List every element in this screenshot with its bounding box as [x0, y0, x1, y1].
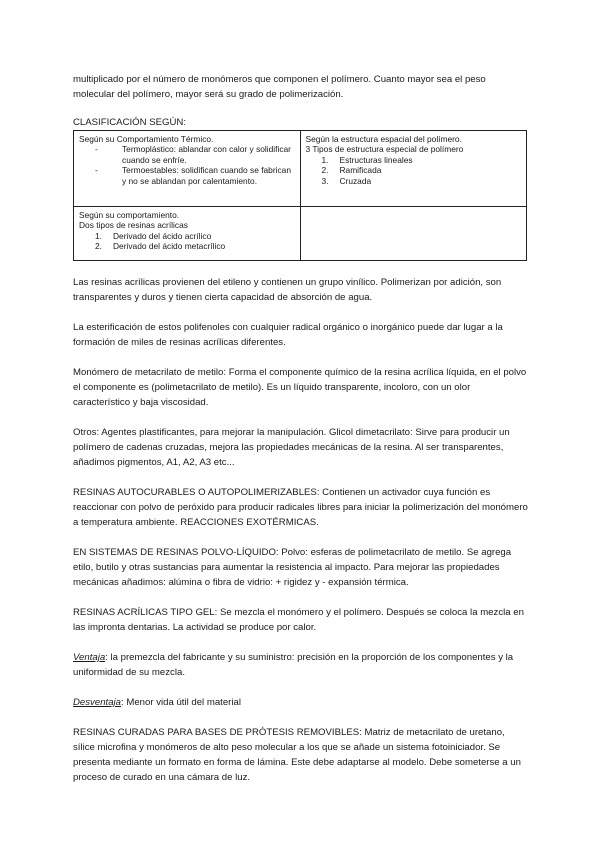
list-item: 1. Derivado del ácido acrílico: [95, 230, 212, 241]
document-page: [73, 72, 528, 785]
paragraph-others: Otros: Agentes plastificantes, para mejorar la manipulación. Glicol dimetacrilato: Sirve para producir un polímero de cadenas cruzadas, mejora las propiedades mecánicas de la resina. Al ser transparentes, añadimos pigmentos, A1, A2, A3 etc...: [73, 427, 510, 468]
list-item: 2. Ramificada: [321, 165, 382, 176]
advantage-label: Ventaja: [73, 652, 106, 663]
cell-thermal-behavior: [74, 131, 301, 207]
classification-table: [73, 130, 527, 261]
disadvantage-label: Desventaja: [73, 697, 121, 708]
intro-line-1: multiplicado por el número de monómeros que componen el polímero. Cuanto mayor sea el peso: [73, 74, 486, 85]
advantage-text: : la premezcla del fabricante y su suministro: precisión en la proporción de los componentes y la uniformidad de su mezcla.: [73, 652, 514, 678]
disadvantage-text: : Menor vida útil del material: [121, 697, 241, 708]
intro-line-2: molecular del polímero, mayor será su grado de polimerización.: [73, 89, 344, 100]
paragraph-disadvantage: [73, 695, 528, 710]
paragraph-gel: RESINAS ACRÍLICAS TIPO GEL: Se mezcla el monómero y el polímero. Después se coloca la mezcla en las impronta dentarias. La actividad se produce por calor.: [73, 607, 524, 633]
list-item: - Termoplástico: ablandar con calor y solidificar cuando se enfríe.: [95, 144, 291, 165]
cell-empty: [300, 207, 527, 261]
paragraph-autocurable: RESINAS AUTOCURABLES O AUTOPOLIMERIZABLES: Contienen un activador cuya función es reaccionar con polvo de peróxido para producir radicales libres para iniciar la polimerización del monómero a temperatura ambiente. REACCIONES EXOTÉRMICAS.: [73, 487, 528, 528]
list-item: 1. Estructuras lineales: [321, 154, 413, 165]
cell-heading: Según su comportamiento.: [79, 210, 180, 220]
cell-subheading: 3 Tipos de estructura especial de polímero: [305, 144, 464, 155]
cell-heading: Según la estructura espacial del polímero.: [305, 134, 462, 144]
list-item: 2. Derivado del ácido metacrílico: [95, 241, 226, 252]
paragraph-powder-liquid: EN SISTEMAS DE RESINAS POLVO-LÍQUIDO: Polvo: esferas de polimetacrilato de metilo. Se agrega etilo, butilo y otras sustancias para aumentar la resistencia al impacto. Para mejorar las propiedades mecánicas añadimos: alúmina o fibra de vidrio: + rigidez y - expansión térmica.: [73, 547, 512, 588]
classification-title: CLASIFICACIÓN SEGÚN:: [73, 117, 187, 128]
paragraph-light-cured: RESINAS CURADAS PARA BASES DE PRÓTESIS REMOVIBLES: Matriz de metacrilato de uretano, sílice microfina y monómeros de alto peso molecular a los que se añade un sistema fotoiniciador. Se presenta mediante un formato en forma de lámina. Este debe adaptarse al modelo. Debe someterse a un proceso de curado en una cámara de luz.: [73, 727, 521, 783]
cell-subheading: Dos tipos de resinas acrílicas: [79, 220, 188, 231]
list-item: 3. Cruzada: [321, 175, 372, 186]
cell-spatial-structure: [300, 131, 527, 207]
paragraph-advantage: [73, 650, 528, 680]
cell-heading: Según su Comportamiento Térmico.: [79, 134, 214, 144]
paragraph-esterification: La esterificación de estos polifenoles con cualquier radical orgánico o inorgánico puede dar lugar a la formación de miles de resinas acrílicas diferentes.: [73, 322, 503, 348]
cell-behavior: [74, 207, 301, 261]
list-item: - Termoestables: solidifican cuando se fabrican y no se ablandan por calentamiento.: [95, 165, 291, 186]
paragraph-monomer: Monómero de metacrilato de metilo: Forma el componente químico de la resina acrílica líquida, en el polvo el componente es (polimetacrilato de metilo). Es un líquido transparente, incoloro, con un olor característico y baja viscosidad.: [73, 367, 527, 408]
paragraph-acrylic-origin: Las resinas acrílicas provienen del etileno y contienen un grupo vinílico. Polimerizan por adición, son transparentes y duros y tienen cierta capacidad de absorción de agua.: [73, 277, 502, 303]
